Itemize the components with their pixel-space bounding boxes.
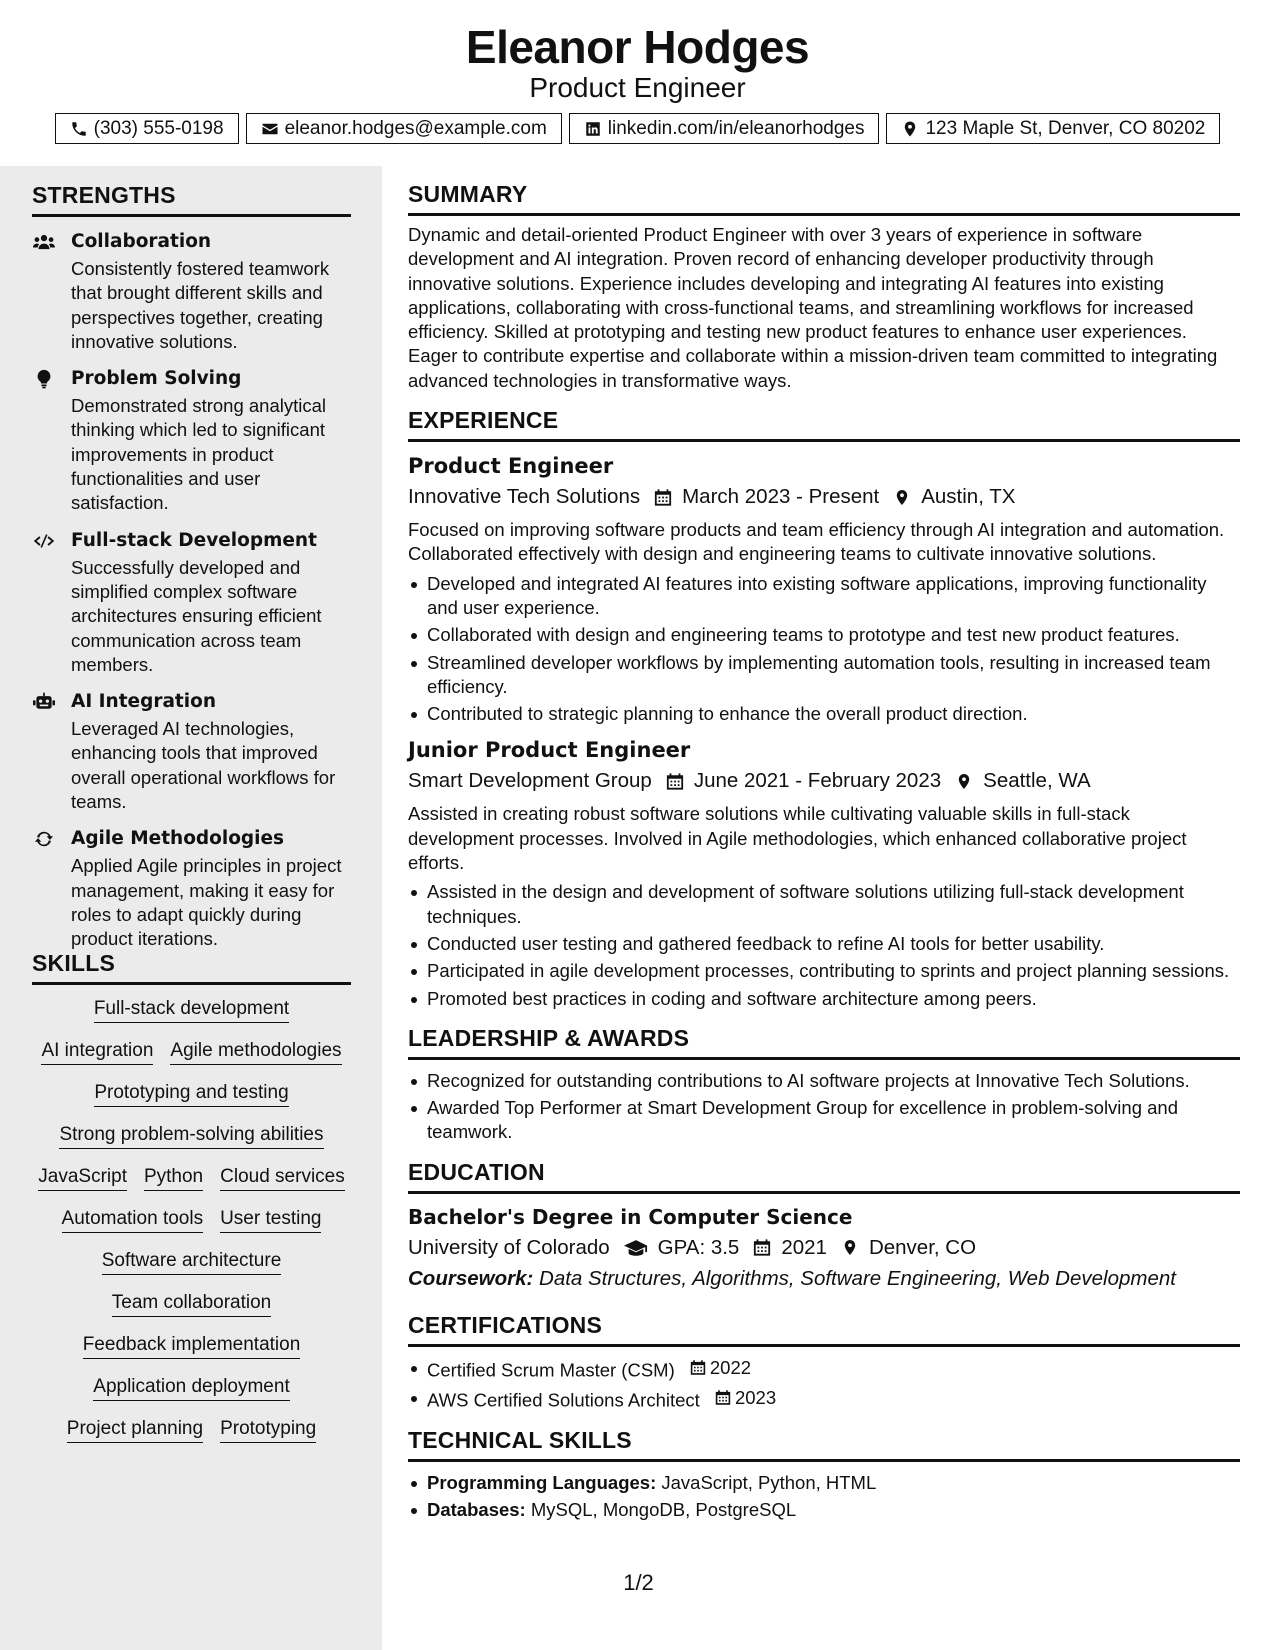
certification-name: Certified Scrum Master (CSM): [427, 1359, 675, 1381]
technical-skill-label: Databases:: [427, 1498, 526, 1520]
skill-tag: User testing: [220, 1207, 321, 1233]
technical-skill-item: [408, 1471, 1240, 1495]
skill-tag: Agile methodologies: [170, 1039, 341, 1065]
graduation-year: 2021: [781, 1235, 827, 1259]
graduation-cap-icon: [624, 1238, 648, 1257]
gpa: GPA: 3.5: [657, 1235, 740, 1259]
technical-skill-label: Programming Languages:: [427, 1471, 657, 1493]
strength-item: [32, 690, 351, 814]
school-name: University of Colorado: [408, 1235, 610, 1259]
skills-row: [32, 1123, 351, 1149]
strengths-section: [32, 182, 351, 952]
strength-description: Successfully developed and simplified complex software architectures ensuring efficient communication across team members.: [71, 556, 322, 675]
code-icon: [32, 531, 56, 551]
summary-heading: SUMMARY: [408, 181, 1240, 216]
map-pin-icon: [893, 488, 911, 507]
contact-phone-text: (303) 555-0198: [93, 117, 224, 139]
skill-tag: Automation tools: [62, 1207, 204, 1233]
job-entry: [408, 736, 1240, 1010]
job-dates: March 2023 - Present: [682, 485, 880, 509]
job-bullet: Contributed to strategic planning to enhance the overall product direction.: [408, 702, 1240, 726]
coursework: [408, 1265, 1240, 1293]
technical-skills-section: [408, 1427, 1240, 1523]
contact-address: [886, 113, 1220, 144]
skill-tag: JavaScript: [38, 1165, 127, 1191]
certification-year: [690, 1356, 751, 1380]
phone-icon: [70, 120, 88, 138]
job-bullets: [408, 880, 1240, 1010]
technical-skill-value: MySQL, MongoDB, PostgreSQL: [530, 1498, 797, 1520]
strengths-heading: STRENGTHS: [32, 182, 351, 217]
experience-section: [408, 407, 1240, 1011]
skills-row: [32, 997, 351, 1023]
certifications-list: [408, 1356, 1240, 1413]
skills-row: [32, 1039, 351, 1065]
contact-email-text: eleanor.hodges@example.com: [284, 117, 547, 139]
certifications-section: [408, 1312, 1240, 1413]
users-icon: [32, 232, 56, 252]
summary-text: Dynamic and detail-oriented Product Engineer with over 3 years of experience in software development and AI integration. Proven record of enhancing developer productivity through innovative solutions. Experience includes developing and integrating AI features into existing applications, collaborating with cross-functional teams, and streamlining workflows for increased efficiency. Skilled at prototyping and testing new product features to enhance user experiences. Eager to contribute expertise and collaborate within a mission-driven team committed to integrating advanced technologies in transformative ways.: [408, 224, 1218, 391]
main-content: [408, 166, 1240, 1525]
award-item: Recognized for outstanding contributions to AI software projects at Innovative Tech Solutions.: [408, 1069, 1240, 1093]
strength-item: [32, 529, 351, 677]
education-meta: [408, 1234, 1240, 1262]
strength-title: Problem Solving: [71, 368, 242, 390]
leadership-section: [408, 1025, 1240, 1145]
leadership-list: [408, 1069, 1240, 1145]
technical-skill-item: [408, 1498, 1240, 1522]
technical-skills-heading: TECHNICAL SKILLS: [408, 1427, 1240, 1462]
skills-row: [32, 1375, 351, 1401]
candidate-role: Product Engineer: [529, 72, 746, 103]
education-section: [408, 1159, 1240, 1293]
calendar-icon: [690, 1359, 706, 1376]
strength-description: Demonstrated strong analytical thinking which led to significant improvements in product functionalities and user satisfaction.: [71, 395, 327, 514]
skills-list: [32, 997, 351, 1443]
linkedin-icon: [584, 120, 602, 138]
contact-email[interactable]: [246, 113, 562, 144]
summary-section: [408, 181, 1240, 393]
job-bullet: Developed and integrated AI features into existing software applications, improving functionality and user experience.: [408, 572, 1240, 621]
job-location: Austin, TX: [921, 485, 1016, 509]
contact-phone[interactable]: [55, 113, 239, 144]
strength-title: Full-stack Development: [71, 529, 317, 551]
job-bullet: Conducted user testing and gathered feedback to refine AI tools for better usability.: [408, 932, 1240, 956]
skill-tag: Strong problem-solving abilities: [59, 1123, 323, 1149]
skill-tag: Project planning: [67, 1417, 203, 1443]
certification-year-text: 2023: [734, 1386, 777, 1408]
calendar-icon: [654, 488, 672, 507]
resume-header: [0, 0, 1275, 165]
map-pin-icon: [955, 772, 973, 791]
certification-year-text: 2022: [709, 1356, 752, 1378]
strength-item: [32, 367, 351, 515]
job-title: Junior Product Engineer: [408, 738, 691, 763]
skills-row: [32, 1081, 351, 1107]
technical-skill-value: JavaScript, Python, HTML: [661, 1471, 877, 1493]
job-bullet: Promoted best practices in coding and software architecture among peers.: [408, 987, 1240, 1011]
job-bullet: Assisted in the design and development of software solutions utilizing full-stack development techniques.: [408, 880, 1240, 929]
leadership-heading: LEADERSHIP & AWARDS: [408, 1025, 1240, 1060]
map-pin-icon: [901, 120, 919, 138]
strength-description: Consistently fostered teamwork that brought different skills and perspectives together, creating innovative solutions.: [71, 258, 330, 352]
skill-tag: AI integration: [41, 1039, 153, 1065]
job-title: Product Engineer: [408, 454, 614, 479]
strength-item: [32, 230, 351, 354]
job-dates: June 2021 - February 2023: [693, 769, 942, 793]
skill-tag: Application deployment: [93, 1375, 289, 1401]
candidate-name: Eleanor Hodges: [465, 21, 810, 73]
experience-heading: EXPERIENCE: [408, 407, 1240, 442]
skills-row: [32, 1207, 351, 1233]
skill-tag: Prototyping and testing: [94, 1081, 288, 1107]
skill-tag: Cloud services: [220, 1165, 345, 1191]
job-bullets: [408, 572, 1240, 727]
skill-tag: Software architecture: [102, 1249, 282, 1275]
skills-heading: SKILLS: [32, 950, 351, 985]
page-number: 1/2: [623, 1570, 654, 1595]
certification-item: [408, 1386, 1240, 1413]
technical-skills-list: [408, 1471, 1240, 1523]
skills-row: [32, 1249, 351, 1275]
award-item: Awarded Top Performer at Smart Development Group for excellence in problem-solving and teamwork.: [408, 1096, 1240, 1145]
education-heading: EDUCATION: [408, 1159, 1240, 1194]
job-entry: [408, 452, 1240, 726]
job-description: Focused on improving software products and team efficiency through AI integration and automation. Collaborated effectively with design and engineering teams to cultivate innovative solutions.: [408, 519, 1225, 565]
sync-icon: [32, 829, 56, 849]
job-location: Seattle, WA: [983, 769, 1091, 793]
certification-item: [408, 1356, 1240, 1383]
strength-title: AI Integration: [71, 691, 217, 713]
lightbulb-icon: [32, 369, 56, 389]
skills-row: [32, 1291, 351, 1317]
contact-bar: [0, 113, 1275, 144]
strength-title: Agile Methodologies: [71, 828, 285, 850]
robot-icon: [32, 692, 56, 712]
skills-row: [32, 1165, 351, 1191]
strength-description: Applied Agile principles in project management, making it easy for roles to adapt quickly during product iterations.: [71, 855, 342, 950]
skills-section: [32, 950, 351, 1443]
map-pin-icon: [841, 1238, 859, 1257]
job-meta: [408, 767, 1240, 795]
job-description: Assisted in creating robust software solutions while cultivating valuable skills in full-stack development processes. Involved in Agile methodologies, which enhanced collaborative project efforts.: [408, 803, 1187, 874]
skill-tag: Python: [144, 1165, 203, 1191]
skills-row: [32, 1333, 351, 1359]
strength-item: [32, 827, 351, 951]
skill-tag: Full-stack development: [94, 997, 289, 1023]
job-company: Smart Development Group: [408, 769, 652, 793]
skill-tag: Team collaboration: [112, 1291, 271, 1317]
sidebar: [0, 166, 382, 1650]
job-company: Innovative Tech Solutions: [408, 485, 641, 509]
calendar-icon: [753, 1238, 771, 1257]
certifications-heading: CERTIFICATIONS: [408, 1312, 1240, 1347]
school-location: Denver, CO: [868, 1235, 977, 1259]
contact-linkedin[interactable]: [569, 113, 880, 144]
skill-tag: Prototyping: [220, 1417, 316, 1443]
job-bullet: Participated in agile development processes, contributing to sprints and project planning sessions.: [408, 959, 1240, 983]
calendar-icon: [715, 1389, 731, 1406]
strength-description: Leveraged AI technologies, enhancing tools that improved overall operational workflows for teams.: [71, 718, 336, 813]
skill-tag: Feedback implementation: [83, 1333, 301, 1359]
strength-title: Collaboration: [71, 231, 212, 252]
degree-title: Bachelor's Degree in Computer Science: [408, 1204, 853, 1229]
certification-year: [715, 1386, 776, 1410]
skills-row: [32, 1417, 351, 1443]
job-meta: [408, 483, 1240, 511]
coursework-list: Data Structures, Algorithms, Software Engineering, Web Development: [539, 1266, 1176, 1290]
calendar-icon: [666, 772, 684, 791]
contact-linkedin-text: linkedin.com/in/eleanorhodges: [607, 117, 865, 139]
job-bullet: Streamlined developer workflows by implementing automation tools, resulting in increased team efficiency.: [408, 651, 1240, 700]
envelope-icon: [261, 120, 279, 138]
certification-name: AWS Certified Solutions Architect: [427, 1389, 700, 1411]
contact-address-text: 123 Maple St, Denver, CO 80202: [925, 117, 1206, 139]
coursework-label: Coursework:: [408, 1266, 534, 1290]
job-bullet: Collaborated with design and engineering teams to prototype and test new product features.: [408, 623, 1240, 647]
